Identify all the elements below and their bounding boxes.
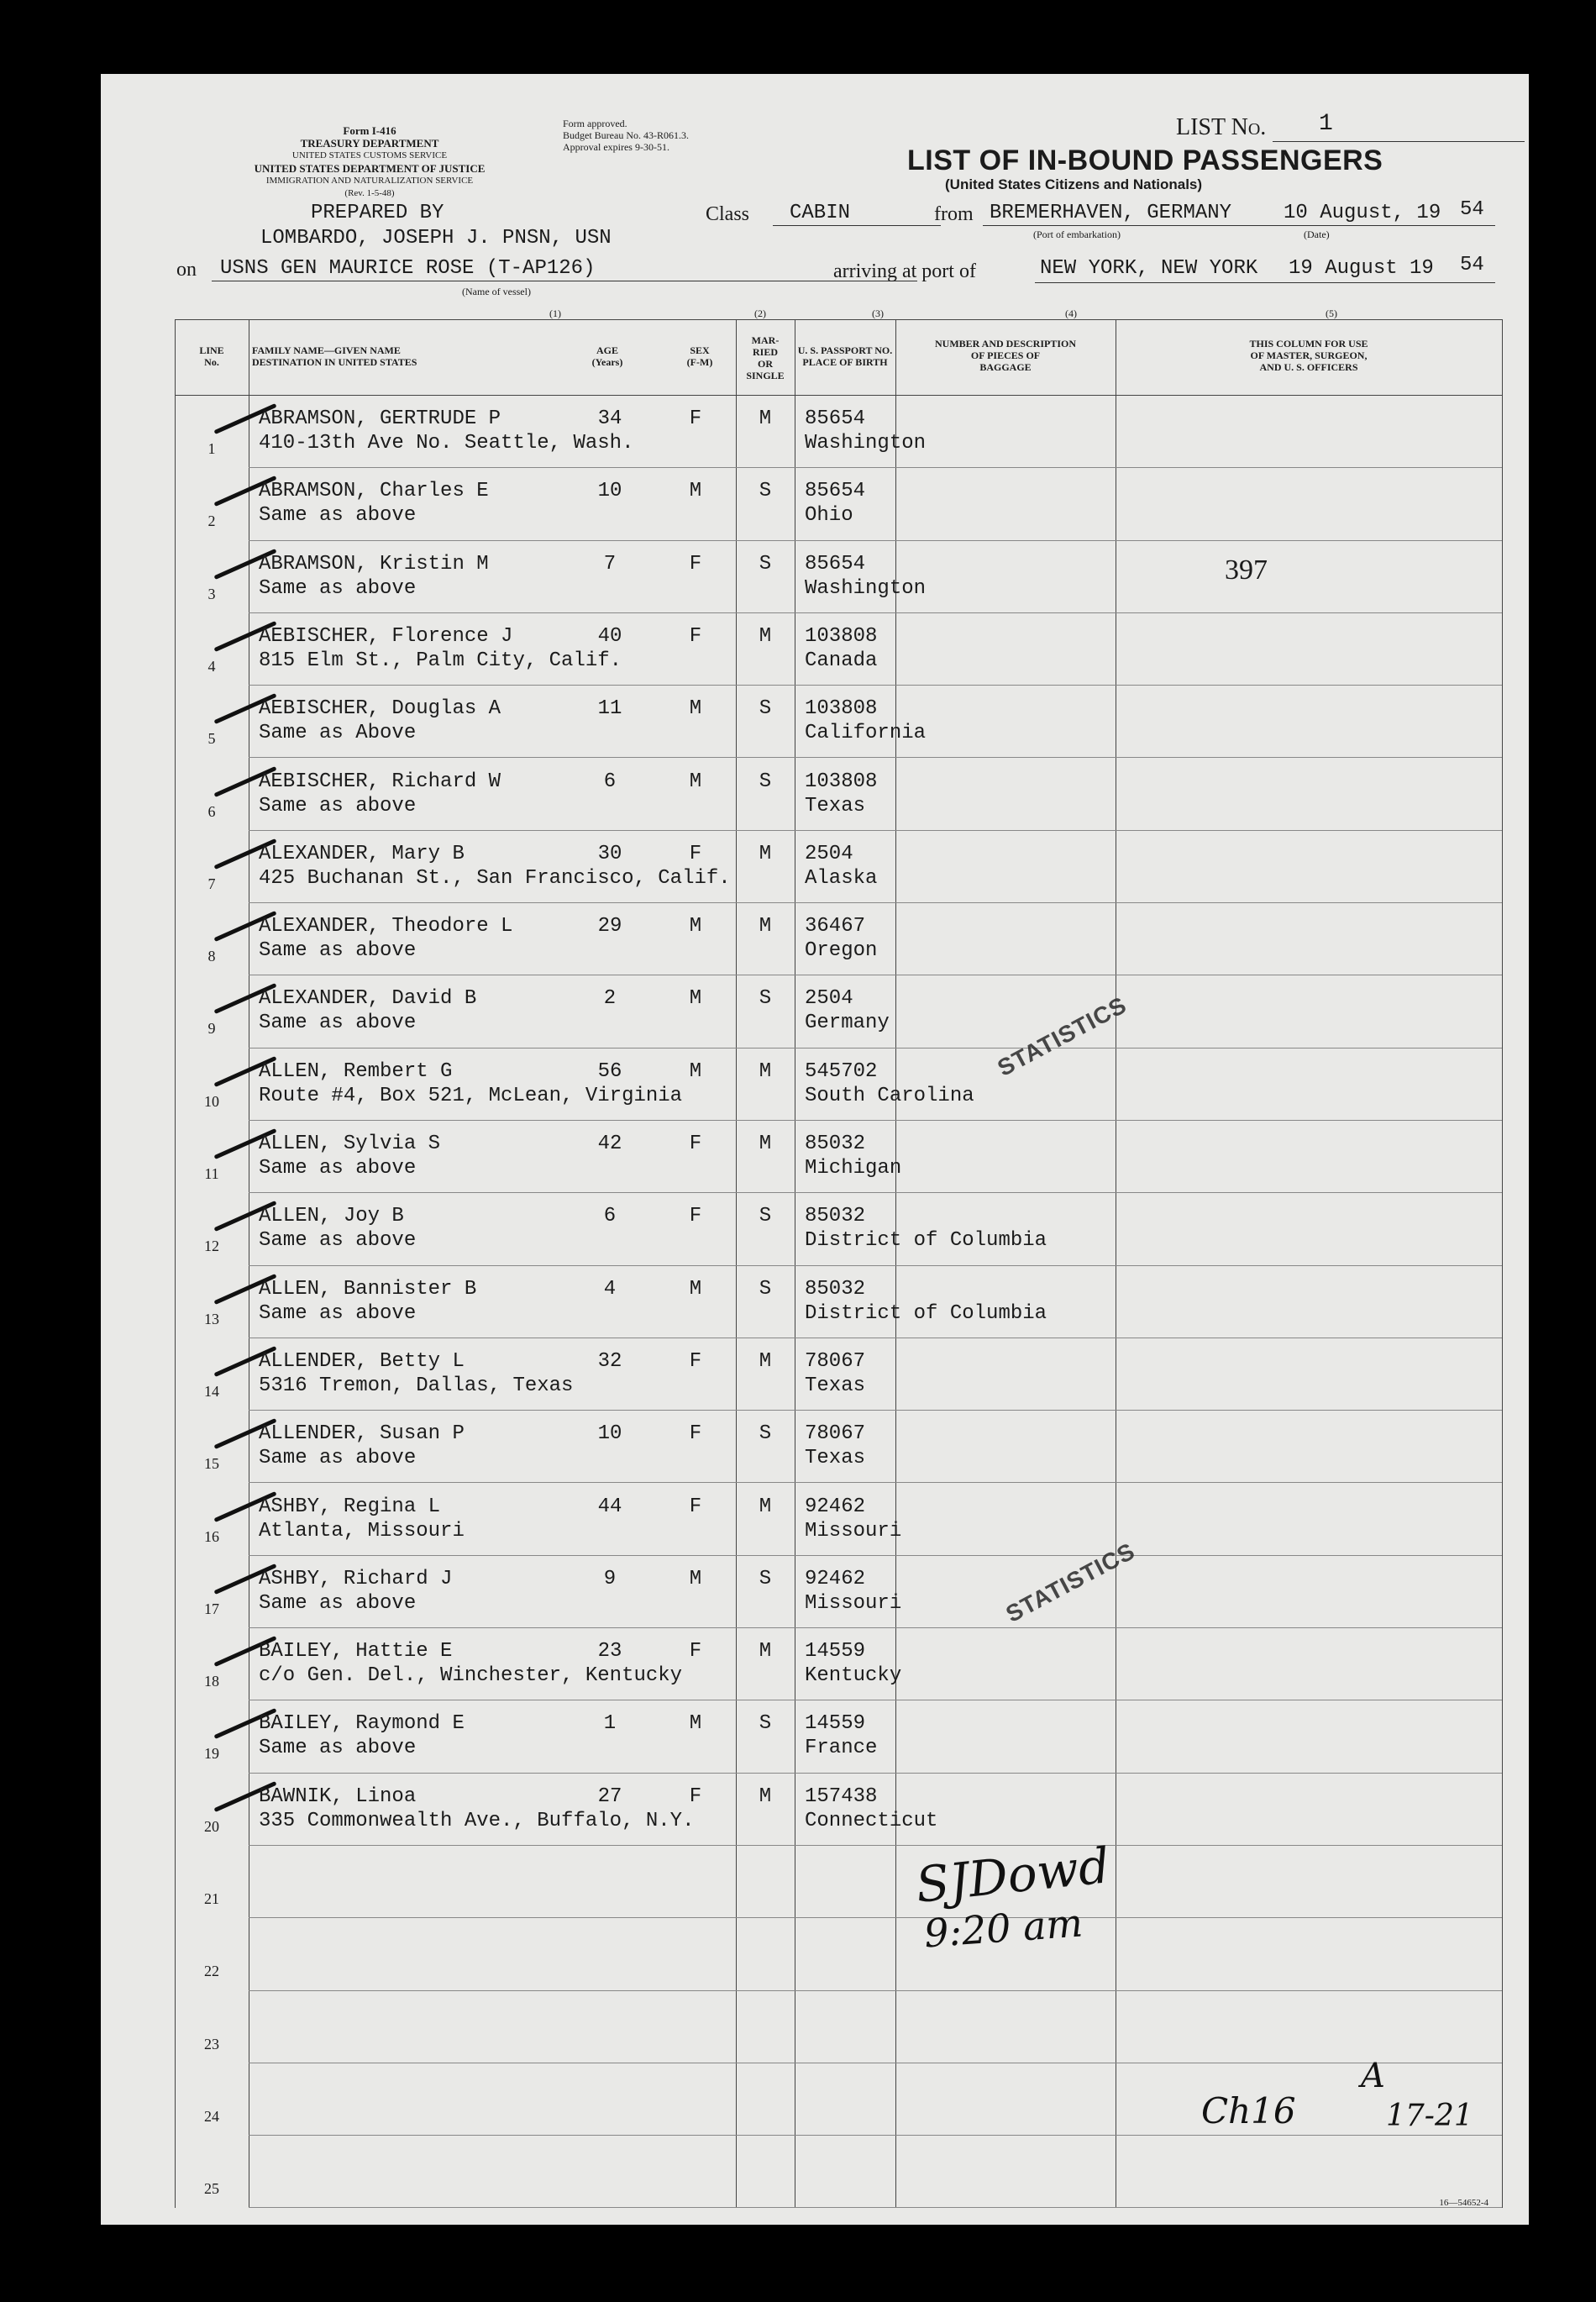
table-row: [175, 1990, 1502, 2063]
line-number: 11: [204, 1165, 219, 1182]
line-number: 1: [207, 440, 216, 457]
form-number: Form I-416: [343, 124, 396, 137]
line-number: 2: [207, 512, 216, 530]
line-number: 10: [204, 1092, 219, 1110]
passenger-name: ALEXANDER, Mary B: [259, 842, 465, 865]
age: 23: [597, 1640, 622, 1663]
destination: Same as above: [259, 1012, 417, 1035]
from-date-value: 10 August, 19: [1284, 202, 1441, 224]
binder-hole: [39, 739, 89, 800]
arrival-date-value: 19 August 19: [1289, 257, 1434, 280]
marital-status: M: [759, 1640, 772, 1663]
table-row: [175, 975, 1502, 1048]
header-line-no: LINE No.: [199, 344, 224, 368]
marital-status: S: [759, 552, 772, 576]
sex: M: [689, 480, 702, 503]
page-title: LIST OF IN-BOUND PASSENGERS: [907, 145, 1383, 176]
marital-status: M: [759, 1784, 772, 1808]
destination: Same as above: [259, 504, 417, 528]
passenger-name: ALLENDER, Susan P: [259, 1422, 465, 1446]
table-row: [175, 685, 1502, 758]
passenger-table: [175, 307, 1502, 2208]
list-no-label: LIST No.: [1176, 114, 1267, 140]
table-row: [175, 1120, 1502, 1193]
header-age: AGE (Years): [591, 344, 623, 368]
passport-number: 103808: [805, 624, 878, 648]
destination: Same as above: [259, 794, 417, 817]
passport-number: 78067: [805, 1349, 866, 1373]
place-of-birth: France: [805, 1737, 878, 1760]
marital-status: M: [759, 1495, 772, 1518]
passenger-name: ALLEN, Joy B: [259, 1205, 404, 1228]
binder-hole: [39, 1445, 89, 1506]
passenger-name: ASHBY, Richard J: [259, 1567, 453, 1590]
line-number: 12: [204, 1238, 219, 1255]
arrival-underline: [1035, 282, 1495, 283]
table-row: [175, 1338, 1502, 1411]
form-revision: (Rev. 1-5-48): [344, 188, 395, 198]
marital-status: M: [759, 1059, 772, 1083]
arrival-port-value: NEW YORK, NEW YORK: [1040, 257, 1258, 280]
sex: F: [689, 1784, 702, 1808]
destination: Atlanta, Missouri: [259, 1519, 465, 1543]
line-number: 15: [204, 1455, 219, 1473]
age: 1: [603, 1712, 617, 1736]
destination: Same as above: [259, 576, 417, 600]
destination: Same as above: [259, 1301, 417, 1325]
marital-status: S: [759, 480, 772, 503]
binder-hole: [44, 2084, 86, 2134]
ins-service: IMMIGRATION AND NATURALIZATION SERVICE: [265, 176, 474, 186]
table-row: [175, 1265, 1502, 1338]
sex: F: [689, 407, 702, 430]
passport-number: 36467: [805, 915, 866, 938]
line-number: 17: [204, 1600, 219, 1617]
col-number-1: (1): [549, 307, 561, 319]
header-name: FAMILY NAME—GIVEN NAME DESTINATION IN UNITED STATES: [252, 344, 417, 368]
destination: 410-13th Ave No. Seattle, Wash.: [259, 432, 634, 455]
destination: Route #4, Box 521, McLean, Virginia: [259, 1084, 683, 1107]
age: 2: [603, 987, 617, 1011]
col-number-5: (5): [1326, 307, 1337, 319]
from-year-value: 54: [1460, 198, 1484, 221]
destination: 335 Commonwealth Ave., Buffalo, N.Y.: [259, 1809, 695, 1832]
sex: F: [689, 624, 702, 648]
destination: Same as above: [259, 1737, 417, 1760]
place-of-birth: Missouri: [805, 1519, 902, 1543]
approval-line-2: Budget Bureau No. 43-R061.3.: [563, 129, 689, 141]
table-row: [175, 1845, 1502, 1918]
table-row: [175, 612, 1502, 686]
sex: M: [689, 1059, 702, 1083]
passenger-name: ALEXANDER, David B: [259, 987, 477, 1011]
passport-number: 85654: [805, 407, 866, 430]
sex: M: [689, 697, 702, 721]
marital-status: M: [759, 842, 772, 865]
sex: F: [689, 1349, 702, 1373]
line-number: 8: [207, 948, 216, 965]
form-agency-block: [151, 124, 588, 200]
prepared-by-value: LOMBARDO, JOSEPH J. PNSN, USN: [260, 227, 612, 250]
passenger-name: ALLENDER, Betty L: [259, 1349, 465, 1373]
passport-number: 85654: [805, 552, 866, 576]
passenger-name: ALEXANDER, Theodore L: [259, 915, 513, 938]
class-value: CABIN: [790, 202, 851, 224]
age: 6: [603, 1205, 617, 1228]
passenger-name: ALLEN, Sylvia S: [259, 1133, 441, 1155]
passenger-name: ABRAMSON, Charles E: [259, 480, 489, 503]
passenger-name: ABRAMSON, Kristin M: [259, 552, 489, 576]
sex: M: [689, 1712, 702, 1736]
header-sex: SEX (F-M): [686, 344, 713, 368]
page-subtitle: (United States Citizens and Nationals): [945, 176, 1203, 192]
port-embark-caption: (Port of embarkation): [1033, 229, 1121, 240]
marital-status: M: [759, 624, 772, 648]
handwritten-letter: A: [1361, 2057, 1385, 2095]
arrival-year-value: 54: [1460, 254, 1484, 276]
passport-number: 85032: [805, 1205, 866, 1228]
marital-status: S: [759, 697, 772, 721]
passenger-name: AEBISCHER, Richard W: [259, 770, 501, 793]
from-label: from: [934, 203, 974, 225]
place-of-birth: Washington: [805, 576, 927, 600]
passport-number: 14559: [805, 1712, 866, 1736]
customs-service: UNITED STATES CUSTOMS SERVICE: [291, 150, 448, 160]
table-row: [175, 1555, 1502, 1628]
line-number: 21: [204, 1890, 219, 1907]
table-row: [175, 1192, 1502, 1265]
destination: 425 Buchanan St., San Francisco, Calif.: [259, 866, 731, 890]
line-number: 19: [204, 1745, 219, 1763]
age: 42: [597, 1133, 622, 1155]
sex: M: [689, 915, 702, 938]
binder-hole: [37, 118, 86, 178]
place-of-birth: Texas: [805, 794, 866, 817]
passport-number: 92462: [805, 1495, 866, 1518]
arriving-label: arriving at port of: [833, 260, 976, 282]
passenger-name: ASHBY, Regina L: [259, 1495, 441, 1518]
place-of-birth: Connecticut: [805, 1809, 938, 1832]
class-label: Class: [706, 203, 750, 225]
table-row: [175, 1627, 1502, 1700]
col-number-3: (3): [872, 307, 884, 319]
age: 10: [597, 480, 622, 503]
line-number: 7: [207, 875, 216, 892]
binder-hole: [39, 1966, 89, 2026]
table-row: [175, 758, 1502, 831]
destination: Same as above: [259, 1157, 417, 1180]
age: 11: [597, 697, 622, 721]
marital-status: M: [759, 915, 772, 938]
place-of-birth: Kentucky: [805, 1664, 902, 1688]
place-of-birth: Texas: [805, 1447, 866, 1470]
age: 30: [597, 842, 622, 865]
line-number: 9: [207, 1020, 216, 1038]
marital-status: S: [759, 1712, 772, 1736]
handwritten-range: 17-21: [1386, 2099, 1473, 2133]
table-row: [175, 2135, 1502, 2208]
passenger-name: ALLEN, Rembert G: [259, 1059, 453, 1083]
line-number: 25: [204, 2180, 219, 2198]
from-port-value: BREMERHAVEN, GERMANY: [990, 202, 1232, 224]
age: 40: [597, 624, 622, 648]
table-right-border: [1502, 319, 1503, 2208]
destination: c/o Gen. Del., Winchester, Kentucky: [259, 1664, 683, 1688]
destination: Same as above: [259, 1591, 417, 1615]
from-underline: [983, 225, 1495, 226]
passport-number: 157438: [805, 1784, 878, 1808]
table-row: [175, 540, 1502, 613]
header-officers: THIS COLUMN FOR USE OF MASTER, SURGEON, AND U. S. OFFICERS: [1249, 338, 1368, 373]
passport-number: 14559: [805, 1640, 866, 1663]
passenger-name: BAWNIK, Linoa: [259, 1784, 417, 1808]
passport-number: 92462: [805, 1567, 866, 1590]
table-row: [175, 1410, 1502, 1483]
sex: M: [689, 770, 702, 793]
passport-number: 85654: [805, 480, 866, 503]
class-underline: [773, 225, 941, 226]
table-row: [175, 1483, 1502, 1556]
destination: 5316 Tremon, Dallas, Texas: [259, 1374, 574, 1397]
treasury-dept: TREASURY DEPARTMENT: [300, 137, 439, 150]
age: 27: [597, 1784, 622, 1808]
passport-number: 2504: [805, 987, 853, 1011]
table-row: [175, 1700, 1502, 1773]
handwritten-time: 9:20 am: [922, 1900, 1084, 1957]
marital-status: S: [759, 1277, 772, 1301]
col-number-4: (4): [1065, 307, 1077, 319]
passenger-name: BAILEY, Raymond E: [259, 1712, 465, 1736]
line-number: 16: [204, 1527, 219, 1545]
justice-dept: UNITED STATES DEPARTMENT OF JUSTICE: [254, 162, 486, 175]
place-of-birth: District of Columbia: [805, 1301, 1047, 1325]
col-number-2: (2): [754, 307, 766, 319]
age: 34: [597, 407, 622, 430]
place-of-birth: Germany: [805, 1012, 890, 1035]
place-of-birth: Oregon: [805, 939, 878, 963]
statistics-stamp: STATISTICS: [1001, 1537, 1140, 1627]
destination: Same as above: [259, 939, 417, 963]
place-of-birth: Alaska: [805, 866, 878, 890]
row-divider: [249, 2207, 1502, 2208]
date-caption: (Date): [1304, 229, 1330, 240]
sex: F: [689, 1133, 702, 1155]
age: 44: [597, 1495, 622, 1518]
header-passport: U. S. PASSPORT NO. PLACE OF BIRTH: [797, 344, 893, 368]
approval-line-1: Form approved.: [563, 118, 627, 129]
line-number: 14: [204, 1382, 219, 1400]
place-of-birth: Texas: [805, 1374, 866, 1397]
passport-number: 103808: [805, 770, 878, 793]
vessel-caption: (Name of vessel): [462, 286, 531, 297]
sex: F: [689, 842, 702, 865]
marital-status: S: [759, 1205, 772, 1228]
on-label: on: [176, 259, 197, 281]
marital-status: M: [759, 407, 772, 430]
vessel-value: USNS GEN MAURICE ROSE (T-AP126): [220, 257, 596, 280]
destination: Same as above: [259, 1447, 417, 1470]
place-of-birth: South Carolina: [805, 1084, 974, 1107]
place-of-birth: Michigan: [805, 1157, 902, 1180]
destination: Same as above: [259, 1229, 417, 1253]
place-of-birth: Washington: [805, 432, 927, 455]
line-number: 20: [204, 1817, 219, 1835]
sex: F: [689, 1205, 702, 1228]
destination: Same as Above: [259, 722, 417, 745]
age: 29: [597, 915, 622, 938]
table-row: [175, 830, 1502, 903]
marital-status: M: [759, 1133, 772, 1155]
passenger-name: AEBISCHER, Douglas A: [259, 697, 501, 721]
header-baggage: NUMBER AND DESCRIPTION OF PIECES OF BAGGAGE: [934, 338, 1077, 373]
form-footer-code: 16—54652-4: [1439, 2198, 1488, 2208]
passport-number: 103808: [805, 697, 878, 721]
passenger-name: ALLEN, Bannister B: [259, 1277, 477, 1301]
table-row: [175, 902, 1502, 975]
statistics-stamp: STATISTICS: [993, 991, 1131, 1081]
table-row: [175, 1048, 1502, 1121]
age: 56: [597, 1059, 622, 1083]
table-row: [175, 1773, 1502, 1846]
place-of-birth: District of Columbia: [805, 1229, 1047, 1253]
binder-hole: [39, 1630, 89, 1690]
passport-number: 78067: [805, 1422, 866, 1446]
table-top-border: [175, 319, 1502, 320]
sex: F: [689, 1640, 702, 1663]
passenger-name: AEBISCHER, Florence J: [259, 624, 513, 648]
line-number: 4: [207, 657, 216, 675]
age: 32: [597, 1349, 622, 1373]
sex: F: [689, 1495, 702, 1518]
place-of-birth: Ohio: [805, 504, 853, 528]
line-number: 6: [207, 802, 216, 820]
sex: M: [689, 1567, 702, 1590]
age: 9: [603, 1567, 617, 1590]
passport-number: 545702: [805, 1059, 878, 1083]
passport-number: 2504: [805, 842, 853, 865]
age: 4: [603, 1277, 617, 1301]
table-row: [175, 2063, 1502, 2136]
place-of-birth: California: [805, 722, 927, 745]
line-number: 23: [204, 2035, 219, 2052]
line-number: 22: [204, 1963, 219, 1980]
table-row: [175, 395, 1502, 468]
destination: 815 Elm St., Palm City, Calif.: [259, 649, 622, 672]
passport-number: 85032: [805, 1277, 866, 1301]
table-row: [175, 1917, 1502, 1990]
passport-number: 85032: [805, 1133, 866, 1155]
approval-line-3: Approval expires 9-30-51.: [563, 141, 669, 153]
passenger-name: BAILEY, Hattie E: [259, 1640, 453, 1663]
line-number: 13: [204, 1310, 219, 1327]
line-number: 3: [207, 585, 216, 602]
place-of-birth: Missouri: [805, 1591, 902, 1615]
binder-hole: [44, 386, 86, 437]
passenger-name: ABRAMSON, GERTRUDE P: [259, 407, 501, 430]
list-no-underline: [1273, 141, 1525, 142]
age: 7: [603, 552, 617, 576]
table-row: [175, 467, 1502, 540]
line-number: 24: [204, 2107, 219, 2125]
document-page: [101, 74, 1529, 2225]
sex: F: [689, 1422, 702, 1446]
marital-status: S: [759, 987, 772, 1011]
age: 6: [603, 770, 617, 793]
marital-status: M: [759, 1349, 772, 1373]
approval-block: [563, 118, 689, 153]
marital-status: S: [759, 770, 772, 793]
handwritten-code: Ch16: [1201, 2090, 1296, 2131]
handwritten-signature: SJDowd: [913, 1837, 1113, 1914]
age: 10: [597, 1422, 622, 1446]
marital-status: S: [759, 1422, 772, 1446]
line-number: 18: [204, 1673, 219, 1690]
sex: M: [689, 1277, 702, 1301]
sex: F: [689, 552, 702, 576]
sex: M: [689, 987, 702, 1011]
officer-note: 397: [1225, 554, 1268, 586]
header-married: MAR- RIED OR SINGLE: [746, 334, 785, 381]
prepared-by-label: PREPARED BY: [311, 202, 444, 224]
list-no-value: 1: [1319, 111, 1333, 137]
place-of-birth: Canada: [805, 649, 878, 672]
line-number: 5: [207, 730, 216, 748]
binder-hole: [39, 1092, 89, 1153]
marital-status: S: [759, 1567, 772, 1590]
